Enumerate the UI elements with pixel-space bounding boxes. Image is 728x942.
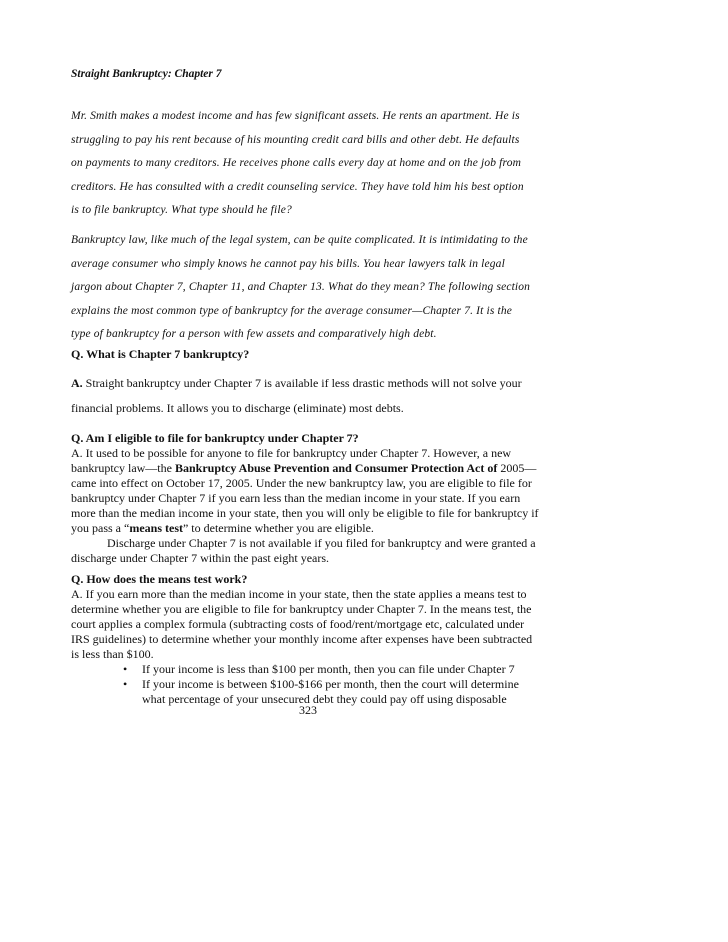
intro-line: on payments to many creditors. He receives phone calls every day at home and on the job from [71, 157, 522, 170]
eligibility-line: bankruptcy under Chapter 7 if you earn less than the median income in your state. If you earn [71, 491, 521, 505]
eligibility-line: came into effect on October 17, 2005. Under the new bankruptcy law, you are eligible to file for [71, 476, 532, 490]
eligibility-line: Discharge under Chapter 7 is not available if you filed for bankruptcy and were granted a [107, 536, 536, 550]
intro-line: Mr. Smith makes a modest income and has few significant assets. He rents an apartment. He is [71, 110, 520, 122]
intro-line: creditors. He has consulted with a credit counseling service. They have told him his best option [71, 180, 524, 193]
bullet-item [71, 677, 532, 692]
answer-line: financial problems. It allows you to discharge (eliminate) most debts. [71, 400, 404, 415]
eligibility-text: bankruptcy law—the [71, 461, 175, 475]
bullet-item [71, 662, 532, 677]
eligibility-text: ” to determine whether you are eligible. [182, 521, 374, 535]
overview-paragraph [71, 229, 671, 347]
question-chapter7: Q. What is Chapter 7 bankruptcy? [71, 347, 250, 361]
bullet-text: If your income is between $100-$166 per month, then the court will determine [142, 677, 519, 691]
eligibility-line: discharge under Chapter 7 within the past eight years. [71, 551, 330, 565]
eligibility-text: 2005— [497, 461, 537, 475]
answer-chapter7 [71, 371, 522, 420]
question-eligibility: Q. Am I eligible to file for bankruptcy under Chapter 7? [71, 431, 359, 445]
means-test-term: means test [129, 521, 183, 535]
answer-line [71, 371, 522, 396]
intro-line: is to file bankruptcy. What type should he file? [71, 204, 292, 217]
act-name: Bankruptcy Abuse Prevention and Consumer Protection Act of [174, 461, 498, 475]
eligibility-line [71, 461, 539, 476]
eligibility-text: you pass a “ [71, 521, 130, 535]
means-test-section [71, 572, 532, 707]
bullet-icon: • [123, 677, 128, 691]
intro-line: struggling to pay his rent because of his mounting credit card bills and other debt. He defaults [71, 133, 520, 146]
eligibility-section [71, 431, 539, 566]
means-test-line: A. If you earn more than the median income in your state, then the state applies a means test to [71, 587, 527, 601]
bullet-icon: • [123, 662, 128, 676]
bullet-text: If your income is less than $100 per month, then you can file under Chapter 7 [142, 662, 515, 676]
eligibility-line [71, 521, 539, 536]
overview-line: explains the most common type of bankruptcy for the average consumer—Chapter 7. It is the [71, 304, 513, 317]
overview-line: jargon about Chapter 7, Chapter 11, and Chapter 13. What do they mean? The following section [71, 281, 531, 294]
eligibility-line: A. It used to be possible for anyone to file for bankruptcy under Chapter 7. However, a new [71, 446, 512, 460]
question-means-test: Q. How does the means test work? [71, 572, 248, 586]
answer-text: Straight bankruptcy under Chapter 7 is available if less drastic methods will not solve your [82, 376, 522, 390]
overview-line: Bankruptcy law, like much of the legal system, can be quite complicated. It is intimidating to the [71, 234, 528, 246]
section-title: Straight Bankruptcy: Chapter 7 [71, 68, 222, 80]
means-test-line: determine whether you are eligible to file for bankruptcy under Chapter 7. In the means test, the [71, 602, 532, 616]
intro-paragraph [71, 105, 671, 223]
bullet-continuation: what percentage of your unsecured debt they could pay off using disposable [142, 692, 507, 706]
answer-prefix: A. [71, 376, 83, 390]
means-test-line: is less than $100. [71, 647, 154, 661]
eligibility-line: more than the median income in your state, then you will only be eligible to file for bankruptcy if [71, 506, 539, 520]
page-number: 323 [299, 703, 317, 717]
means-test-line: court applies a complex formula (subtracting costs of food/rent/mortgage etc, calculated under [71, 617, 525, 631]
means-test-line: IRS guidelines) to determine whether your monthly income after expenses have been subtracted [71, 632, 533, 646]
overview-line: average consumer who simply knows he cannot pay his bills. You hear lawyers talk in legal [71, 257, 505, 270]
overview-line: type of bankruptcy for a person with few assets and comparatively high debt. [71, 328, 437, 341]
